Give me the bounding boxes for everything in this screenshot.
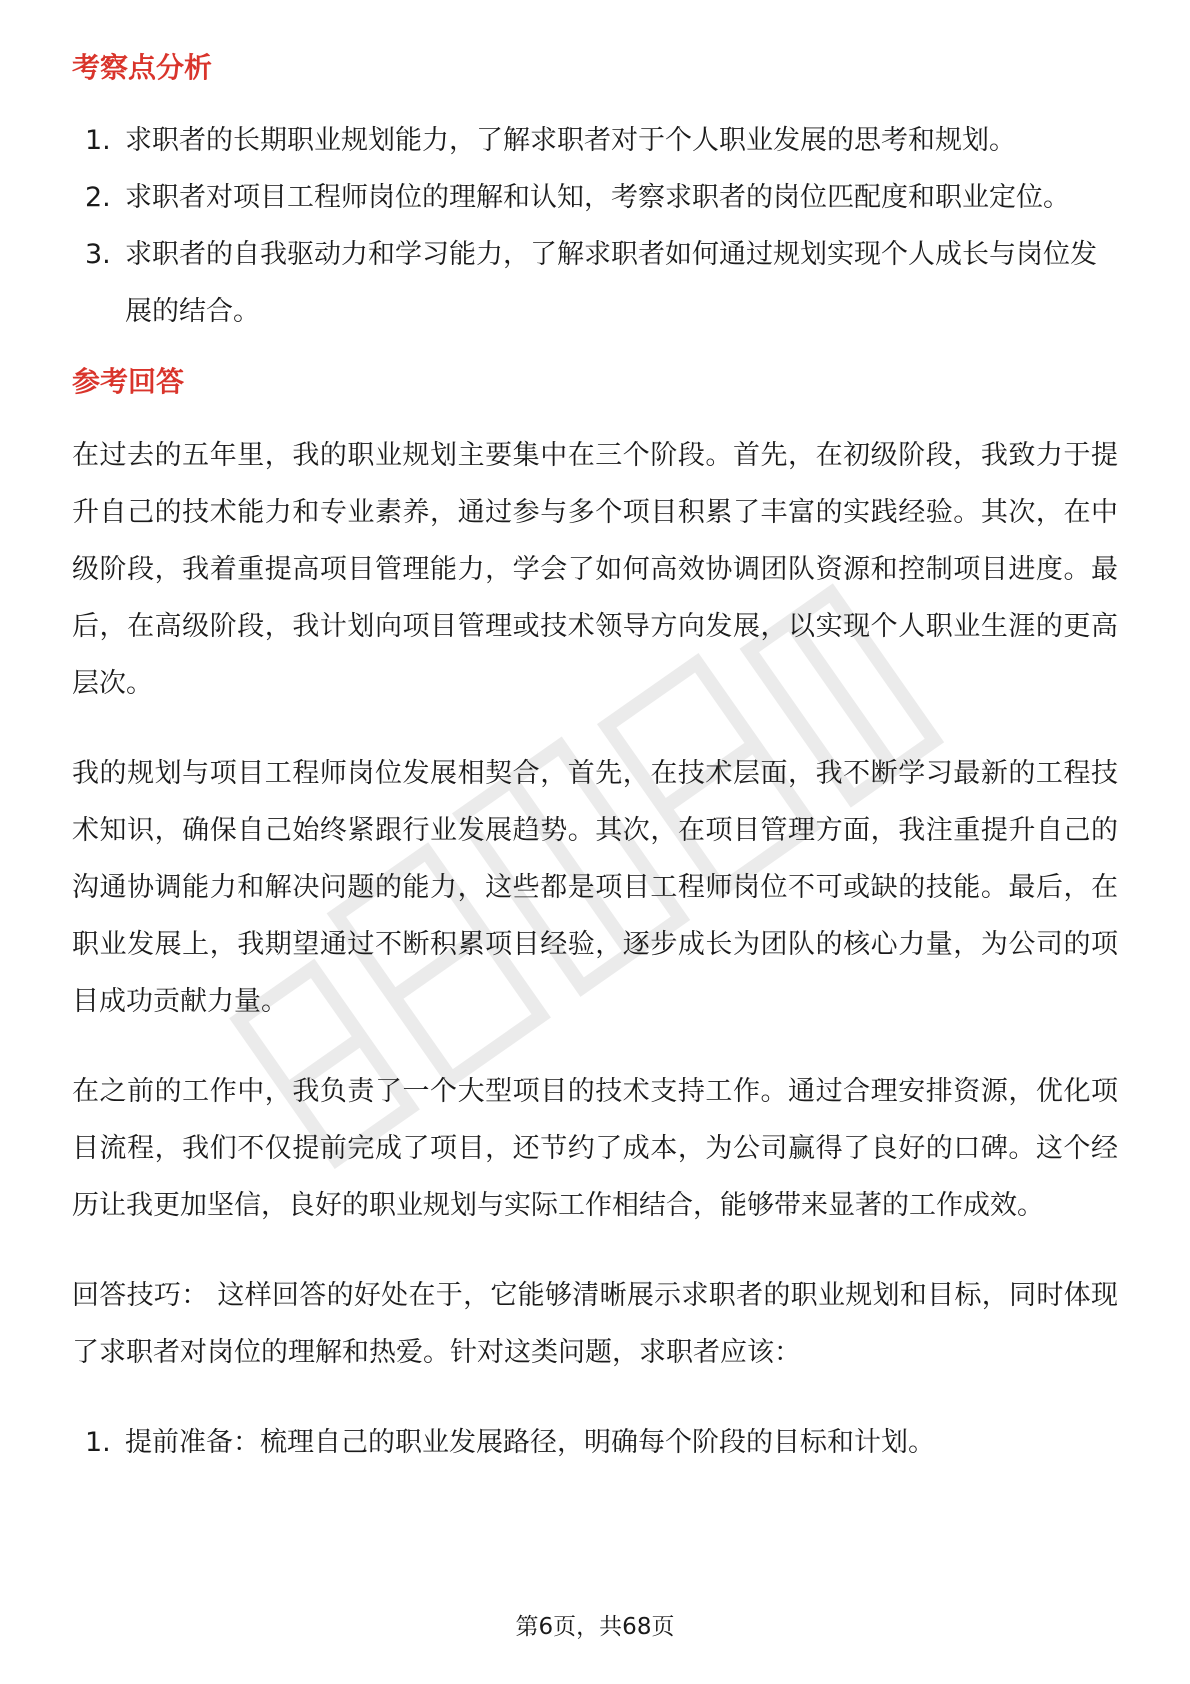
list-item-text: 求职者的长期职业规划能力，了解求职者对于个人职业发展的思考和规划。: [125, 125, 1016, 156]
analysis-list: [72, 112, 1118, 340]
list-item-number: 3.: [85, 239, 111, 270]
page-footer: 第6页，共68页: [515, 1614, 675, 1640]
main-content: [72, 48, 1118, 1471]
answer-tips-intro: 回答技巧： 这样回答的好处在于，它能够清晰展示求职者的职业规划和目标，同时体现了求职者对岗位的理解和热爱。针对这类问题，求职者应该：: [72, 1280, 1118, 1368]
answer-paragraph: 我的规划与项目工程师岗位发展相契合，首先，在技术层面，我不断学习最新的工程技术知识，确保自己始终紧跟行业发展趋势。其次，在项目管理方面，我注重提升自己的沟通协调能力和解决问题的能力，这些都是项目工程师岗位不可或缺的技能。最后，在职业发展上，我期望通过不断积累项目经验，逐步成长为团队的核心力量，为公司的项目成功贡献力量。: [72, 758, 1118, 1017]
answer-paragraph: 在之前的工作中，我负责了一个大型项目的技术支持工作。通过合理安排资源，优化项目流程，我们不仅提前完成了项目，还节约了成本，为公司赢得了良好的口碑。这个经历让我更加坚信，良好的职业规划与实际工作相结合，能够带来显著的工作成效。: [72, 1076, 1118, 1221]
section-title-answer: 参考回答: [72, 365, 185, 398]
list-item-text: 提前准备：梳理自己的职业发展路径，明确每个阶段的目标和计划。: [125, 1427, 935, 1458]
list-item-number: 2.: [85, 182, 111, 213]
answer-paragraph: 在过去的五年里，我的职业规划主要集中在三个阶段。首先，在初级阶段，我致力于提升自己的技术能力和专业素养，通过参与多个项目积累了丰富的实践经验。其次，在中级阶段，我着重提高项目管理能力，学会了如何高效协调团队资源和控制项目进度。最后，在高级阶段，我计划向项目管理或技术领导方向发展，以实现个人职业生涯的更高层次。: [72, 440, 1118, 699]
tips-list: [72, 1414, 1118, 1471]
section-title-analysis: 考察点分析: [72, 51, 213, 84]
list-item: [72, 169, 1118, 226]
list-item-number: 1.: [85, 125, 111, 156]
list-item-number: 1.: [85, 1427, 111, 1458]
list-item: [72, 226, 1118, 340]
list-item: [72, 112, 1118, 169]
list-item: [72, 1414, 1118, 1471]
list-item-text: 求职者对项目工程师岗位的理解和认知，考察求职者的岗位匹配度和职业定位。: [125, 182, 1070, 213]
list-item-text: 求职者的自我驱动力和学习能力，了解求职者如何通过规划实现个人成长与岗位发展的结合。: [125, 239, 1097, 327]
